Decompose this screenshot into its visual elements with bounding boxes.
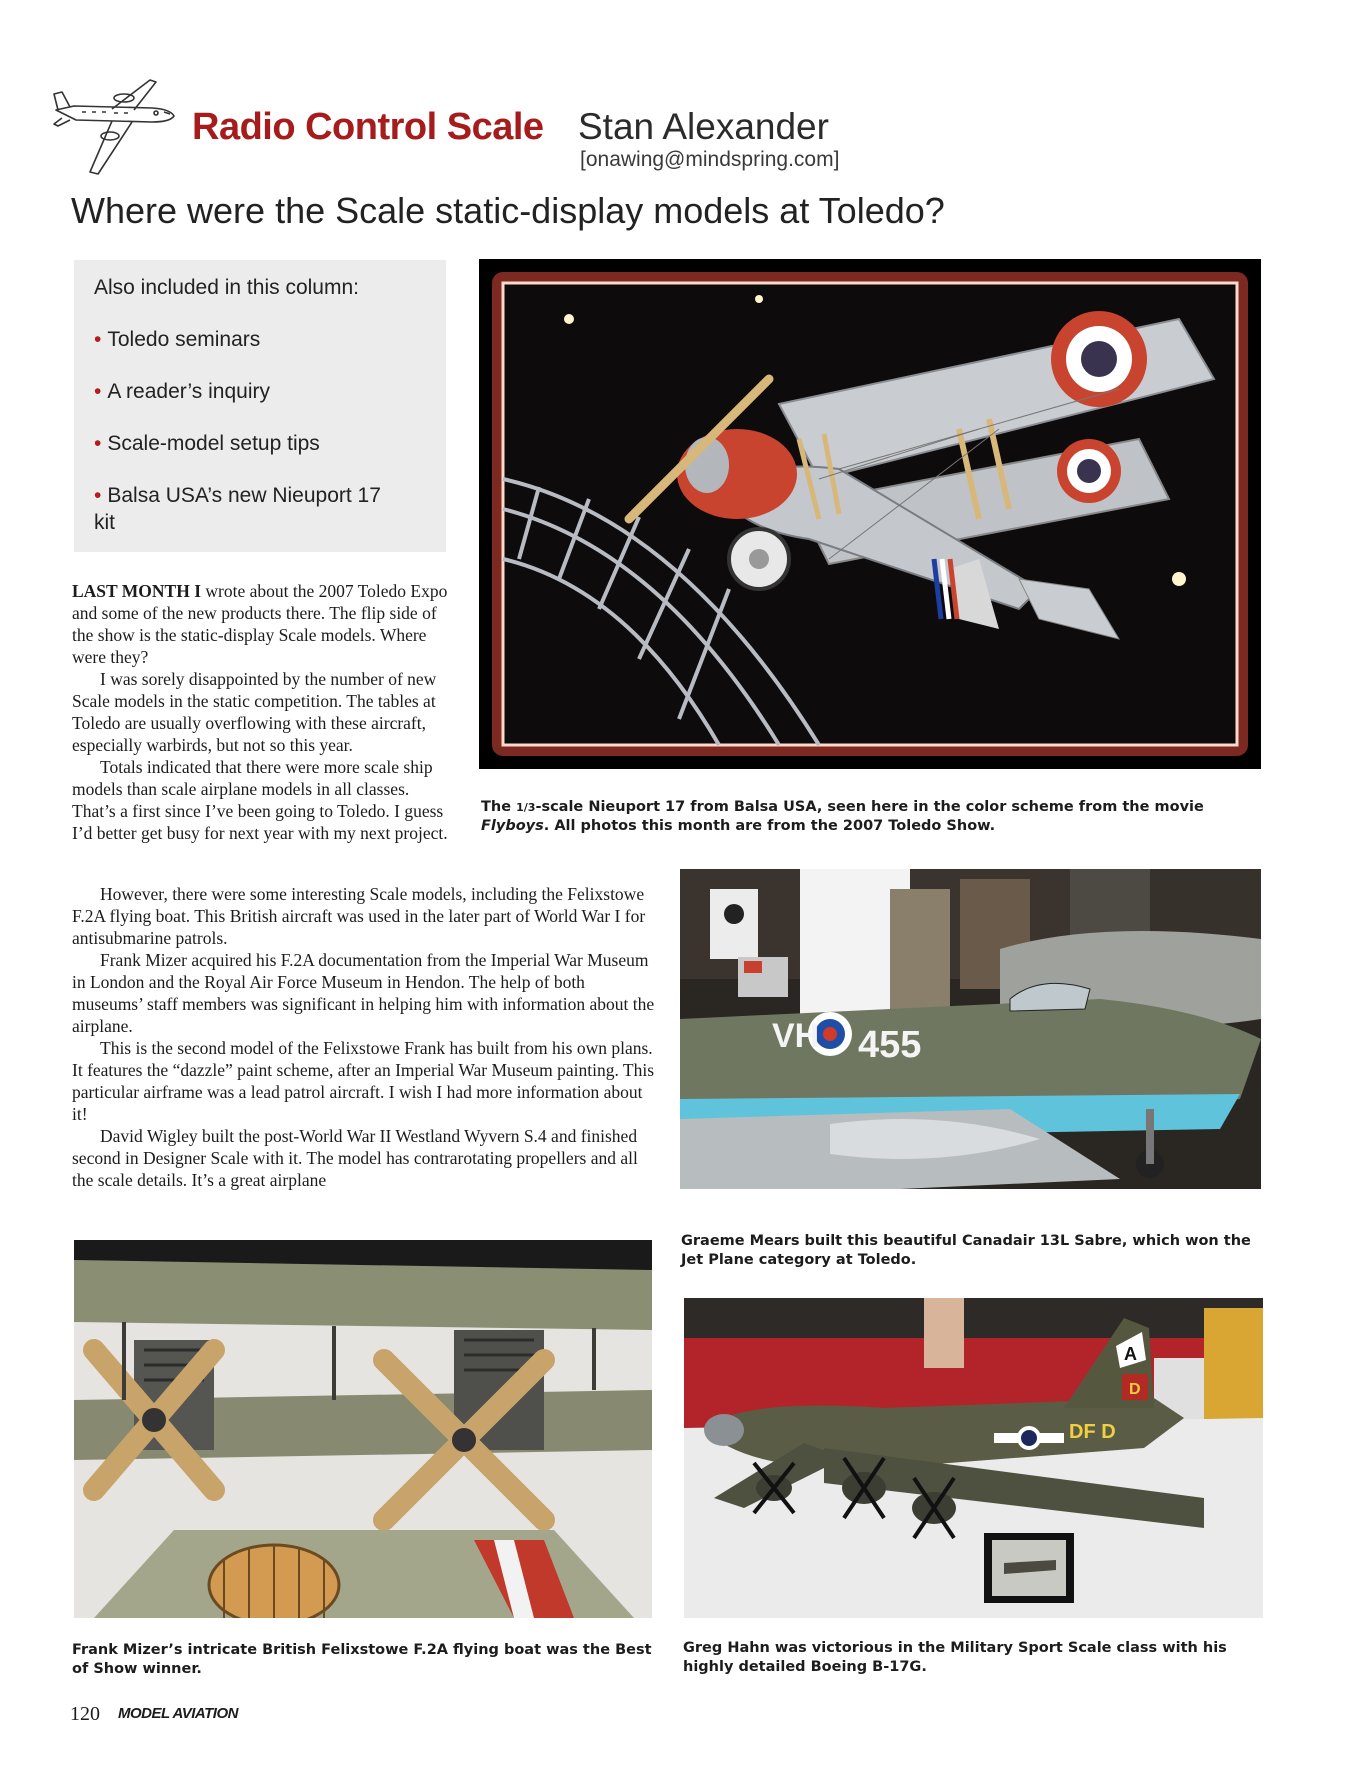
bullet-icon: • — [94, 432, 102, 455]
magazine-name: MODEL AVIATION — [118, 1705, 238, 1722]
nieuport-photo — [479, 259, 1261, 769]
paragraph: LAST MONTH I wrote about the 2007 Toledo Expo and some of the new products there. The flip side of the show is the static-display Scale models. Where were they? — [72, 581, 448, 667]
photo-caption: Greg Hahn was victorious in the Military Sport Scale class with his highly detailed Boeing B-17G. — [683, 1640, 1227, 1675]
tail-letter: A — [1124, 1344, 1137, 1364]
sidebar-heading: Also included in this column: — [94, 276, 359, 299]
column-contents-box — [74, 260, 446, 552]
article-column-1 — [72, 580, 452, 844]
sidebar-item: • Toledo seminars — [94, 328, 261, 351]
bullet-icon: • — [94, 380, 102, 403]
tail-marking: VH — [772, 1017, 820, 1055]
paragraph: Frank Mizer acquired his F.2A documentation from the Imperial War Museum in London and the Royal Air Force Museum in Hendon. The help of both museums’ staff members was significant in helping him with information about the airplane. — [72, 950, 655, 1036]
bullet-icon: • — [94, 328, 102, 351]
photo-caption: The 1/3-scale Nieuport 17 from Balsa USA, seen here in the color scheme from the movie Flyboys. All photos this month are from the 2007 Toledo Show. — [481, 799, 1204, 834]
paragraph: However, there were some interesting Scale models, including the Felixstowe F.2A flying boat. This British aircraft was used in the later part of World War I for antisubmarine patrols. — [72, 884, 646, 948]
lead-in: LAST MONTH I — [72, 581, 202, 601]
number-marking: 455 — [858, 1024, 922, 1066]
photo-caption: Graeme Mears built this beautiful Canadair 13L Sabre, which won the Jet Plane category at Toledo. — [681, 1233, 1251, 1268]
paragraph: David Wigley built the post-World War II Westland Wyvern S.4 and finished second in Designer Scale with it. The model has contrarotating propellers and all the scale details. It’s a great airplane — [72, 1126, 638, 1190]
fuselage-code: DF D — [1069, 1421, 1116, 1443]
felixstowe-photo — [74, 1240, 652, 1618]
section-title: Radio Control Scale — [192, 106, 544, 148]
sidebar-item: • A reader’s inquiry — [94, 380, 271, 403]
author-email[interactable]: [onawing@mindspring.com] — [580, 148, 840, 171]
paragraph: This is the second model of the Felixstowe Frank has built from his own plans. It features the “dazzle” paint scheme, after an Imperial War Museum painting. This particular airframe was a lead patrol aircraft. I wish I had more information about it! — [72, 1038, 655, 1124]
photo-caption: Frank Mizer’s intricate British Felixstowe F.2A flying boat was the Best of Show winner. — [72, 1642, 652, 1677]
page-number: 120 — [70, 1703, 100, 1725]
sidebar-item: • Balsa USA’s new Nieuport 17 kit — [94, 484, 381, 534]
author-name: Stan Alexander — [578, 106, 829, 147]
sabre-photo — [680, 869, 1261, 1207]
sidebar-item: • Scale-model setup tips — [94, 432, 320, 455]
scale-fraction: 1/3 — [516, 801, 536, 814]
headline: Where were the Scale static-display models at Toledo? — [71, 190, 945, 231]
paragraph: I was sorely disappointed by the number of new Scale models in the static competition. The tables at Toledo are usually overflowing with these aircraft, especially warbirds, but not so this year. — [72, 669, 437, 755]
article-column-2 — [72, 883, 657, 1191]
tail-sub: D — [1129, 1381, 1141, 1398]
bullet-icon: • — [94, 484, 102, 507]
b17-photo — [684, 1298, 1263, 1618]
paragraph: Totals indicated that there were more scale ship models than scale airplane models in all classes. That’s a first since I’ve been going to Toledo. I guess I’d better get busy for next year with my next project. — [72, 757, 448, 843]
vintage-airplane-icon — [52, 76, 192, 186]
